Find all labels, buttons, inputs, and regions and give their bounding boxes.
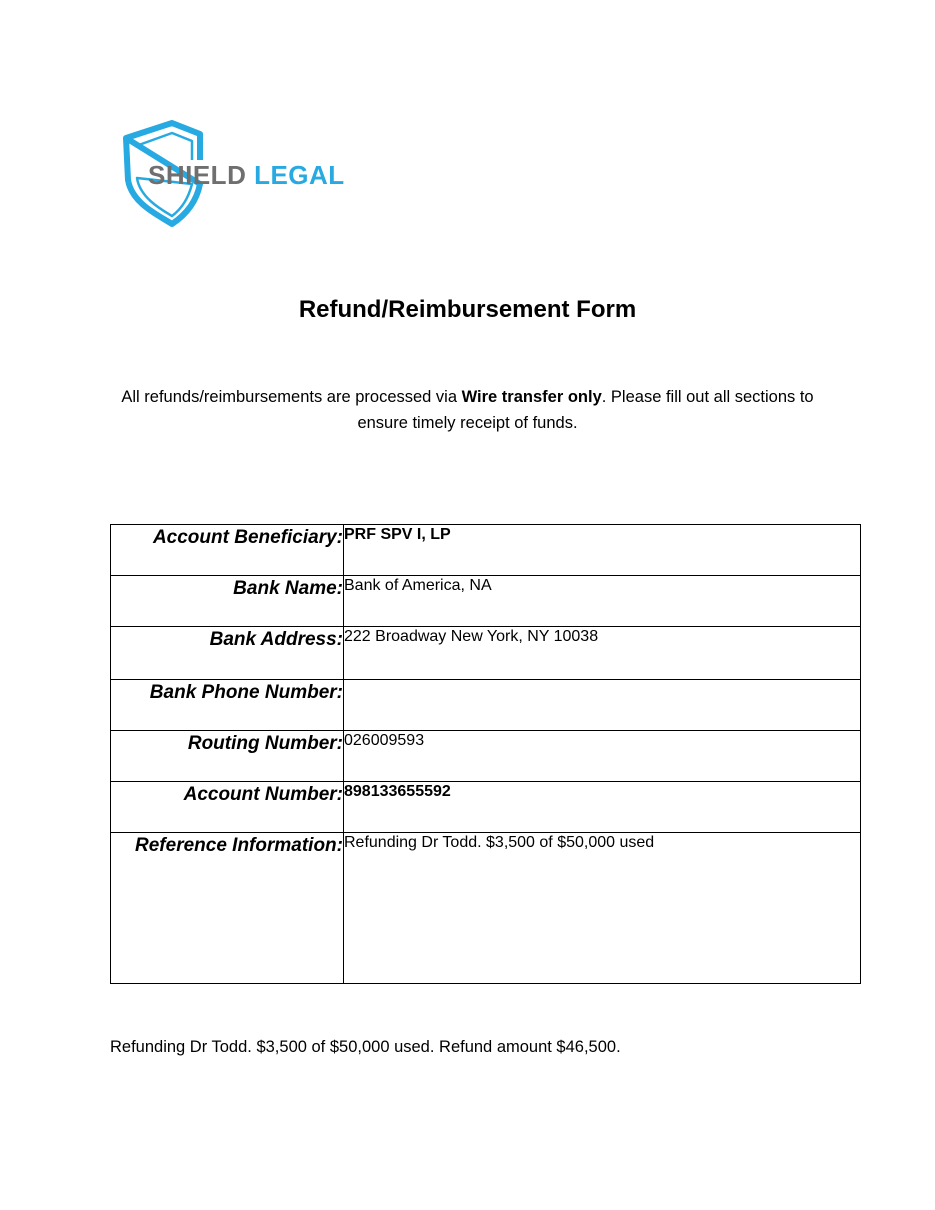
table-row — [111, 576, 861, 627]
bank-phone-number-field[interactable] — [344, 680, 861, 731]
bank-address-label: Bank Address: — [111, 627, 344, 680]
table-row — [111, 627, 861, 680]
intro-text-end: . Please fill out all sections to ensure timely receipt of funds. — [357, 388, 814, 432]
intro-paragraph — [120, 384, 815, 436]
account-beneficiary-label: Account Beneficiary: — [111, 525, 344, 576]
intro-text-emphasis: Wire transfer only — [461, 388, 602, 406]
bank-phone-number-label: Bank Phone Number: — [111, 680, 344, 731]
wire-details-table — [110, 524, 861, 984]
reference-information-label: Reference Information: — [111, 833, 344, 984]
routing-number-label: Routing Number: — [111, 731, 344, 782]
table-row — [111, 680, 861, 731]
intro-text-start: All refunds/reimbursements are processed via — [121, 388, 462, 406]
reference-information-field[interactable]: Refunding Dr Todd. $3,500 of $50,000 used — [344, 833, 861, 984]
bank-name-field[interactable]: Bank of America, NA — [344, 576, 861, 627]
account-number-field[interactable]: 898133655592 — [344, 782, 861, 833]
bank-name-label: Bank Name: — [111, 576, 344, 627]
table-row — [111, 731, 861, 782]
account-beneficiary-field[interactable]: PRF SPV I, LP — [344, 525, 861, 576]
refund-note: Refunding Dr Todd. $3,500 of $50,000 used. Refund amount $46,500. — [110, 1038, 621, 1056]
account-number-label: Account Number: — [111, 782, 344, 833]
logo-wordmark — [148, 160, 345, 191]
routing-number-field[interactable]: 026009593 — [344, 731, 861, 782]
shield-legal-logo — [122, 120, 362, 238]
logo-word-shield: SHIELD — [148, 160, 247, 190]
bank-address-field[interactable]: 222 Broadway New York, NY 10038 — [344, 627, 861, 680]
table-row — [111, 525, 861, 576]
page-title: Refund/Reimbursement Form — [298, 296, 637, 323]
table-row — [111, 782, 861, 833]
table-row — [111, 833, 861, 984]
logo-word-legal: LEGAL — [254, 160, 345, 190]
